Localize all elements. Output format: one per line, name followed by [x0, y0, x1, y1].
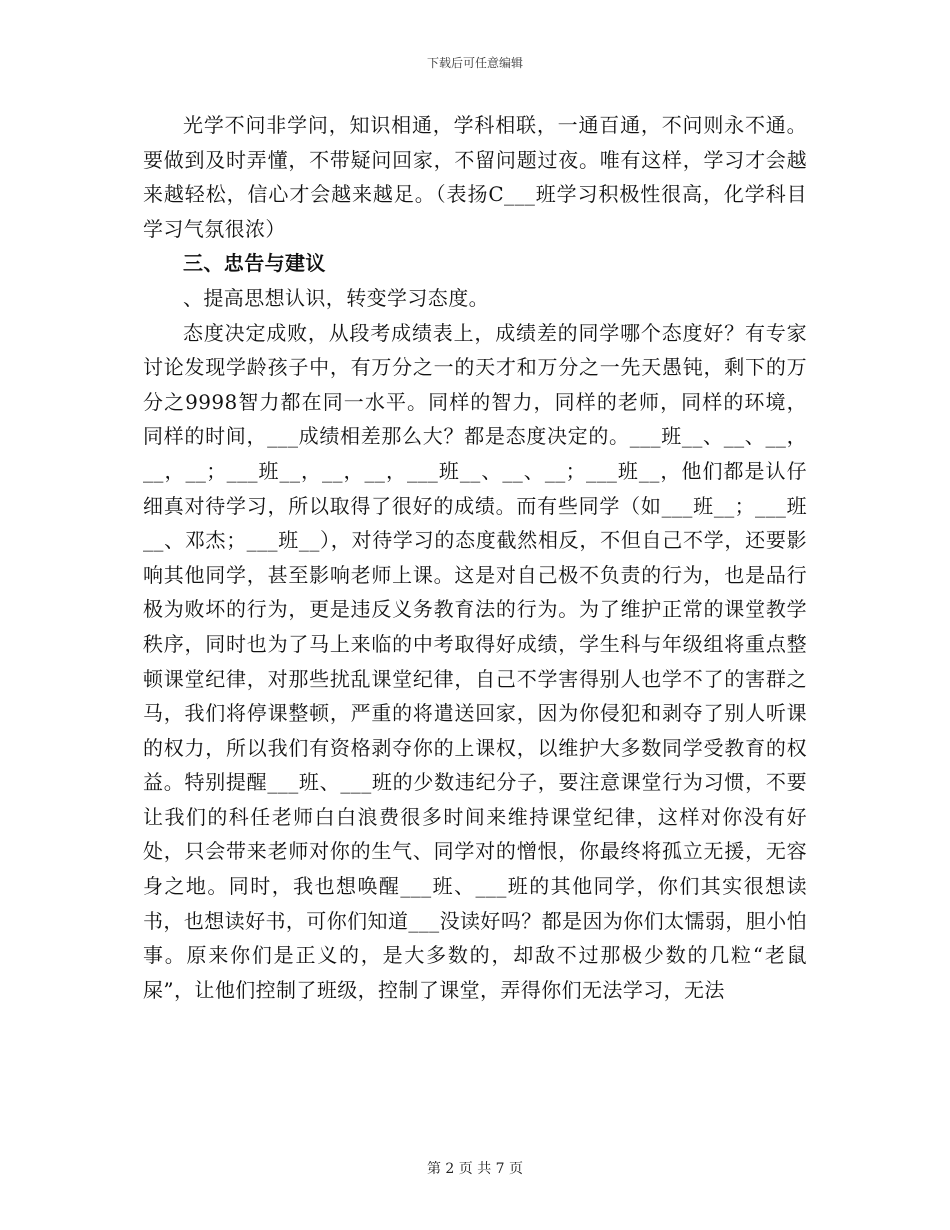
paragraph-study-habits: 光学不问非学问，知识相通，学科相联，一通百通，不问则永不通。要做到及时弄懂，不带疑问回家，不留问题过夜。唯有这样，学习才会越来越轻松，信心才会越来越足。（表扬C___班学习积极性很高，化学科目学习气氛很浓） — [143, 113, 807, 241]
document-body — [143, 108, 807, 1007]
section-heading-advice: 三、忠告与建议 — [183, 251, 326, 276]
paragraph-attitude-discussion: 态度决定成败，从段考成绩表上，成绩差的同学哪个态度好？有专家讨论发现学龄孩子中，有万分之一的天才和万分之一先天愚钝，剩下的万分之9998智力都在同一水平。同样的智力，同样的老师，同样的环境，同样的时间，___成绩相差那么大？都是态度决定的。___班__、__、__，__，__；___班__，__，__，___班__、__、__；___班__，他们都是认仔细真对待学习，所以取得了很好的成绩。而有些同学（如___班__；___班__、邓杰；___班__），对待学习的态度截然相反，不但自己不学，还要影响其他同学，甚至影响老师上课。这是对自己极不负责的行为，也是品行极为败坏的行为，更是违反义务教育法的行为。为了维护正常的课堂教学秩序，同时也为了马上来临的中考取得好成绩，学生科与年级组将重点整顿课堂纪律，对那些扰乱课堂纪律，自己不学害得别人也学不了的害群之马，我们将停课整顿，严重的将遣送回家，因为你侵犯和剥夺了别人听课的权力，所以我们有资格剥夺你的上课权，以维护大多数同学受教育的权益。特别提醒___班、___班的少数违纪分子，要注意课堂行为习惯，不要让我们的科任老师白白浪费很多时间来维持课堂纪律，这样对你没有好处，只会带来老师对你的生气、同学对的憎恨，你最终将孤立无援，无容身之地。同时，我也想唤醒___班、___班的其他同学，你们其实很想读书，也想读好书，可你们知道___没读好吗？都是因为你们太懦弱，胆小怕事。原来你们是正义的，是大多数的，却敌不过那极少数的几粒“老鼠屎”，让他们控制了班级，控制了课堂，弄得你们无法学习，无法 — [143, 320, 807, 1002]
paragraph-subheading-attitude: 、提高思想认识，转变学习态度。 — [183, 285, 489, 310]
page-header: 下载后可任意编辑 — [426, 56, 523, 70]
page-footer: 第 2 页 共 7 页 — [426, 1161, 524, 1177]
